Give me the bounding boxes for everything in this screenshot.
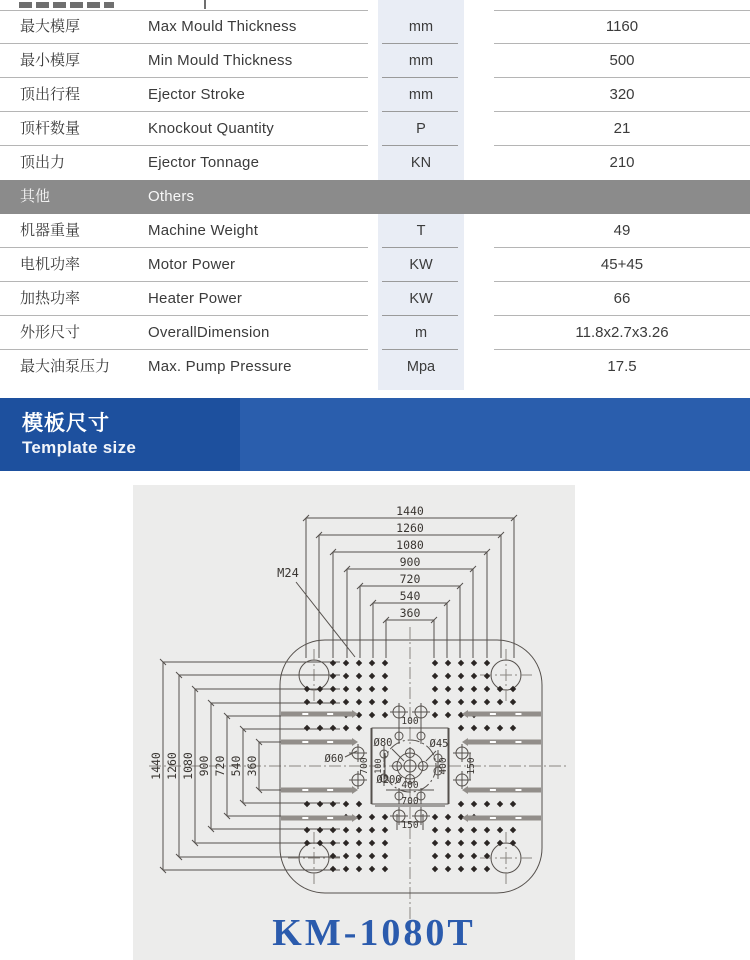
table-row xyxy=(0,282,750,316)
label-chinese: 顶出力 xyxy=(20,154,66,171)
label-english: Max. Pump Pressure xyxy=(148,358,292,375)
value-cell: 45+45 xyxy=(600,256,644,273)
svg-text:400: 400 xyxy=(438,757,449,775)
label-chinese: 最小模厚 xyxy=(20,52,81,69)
value-cell: 1160 xyxy=(605,18,639,35)
svg-text:100: 100 xyxy=(401,716,419,727)
value-cell: 17.5 xyxy=(607,358,637,375)
label-english: Min Mould Thickness xyxy=(148,52,293,69)
label-english: Others xyxy=(148,188,195,205)
value-cell: 66 xyxy=(613,290,631,307)
svg-text:1080: 1080 xyxy=(396,538,424,552)
table-row xyxy=(0,350,750,384)
section-banner xyxy=(0,398,750,471)
value-cell: 210 xyxy=(609,154,635,171)
unit-cell: mm xyxy=(408,87,434,103)
unit-cell: mm xyxy=(408,53,434,69)
svg-text:Ø200: Ø200 xyxy=(376,774,402,786)
label-english: Ejector Stroke xyxy=(148,86,246,103)
unit-cell: T xyxy=(416,223,426,239)
unit-cell: KW xyxy=(409,291,433,307)
unit-cell: KN xyxy=(410,155,432,171)
label-chinese: 顶出行程 xyxy=(20,86,81,103)
svg-text:150: 150 xyxy=(466,757,477,775)
svg-text:1080: 1080 xyxy=(181,752,195,780)
svg-text:900: 900 xyxy=(399,555,421,569)
value-cell: 11.8x2.7x3.26 xyxy=(575,324,669,341)
label-chinese: 顶杆数量 xyxy=(20,120,81,137)
unit-cell: KW xyxy=(409,257,433,273)
table-row xyxy=(0,248,750,282)
svg-text:100: 100 xyxy=(374,758,384,774)
label-chinese: 最大油泵压力 xyxy=(20,358,111,375)
table-row xyxy=(0,316,750,350)
section-title-chinese: 模板尺寸 xyxy=(22,412,110,435)
table-row xyxy=(0,78,750,112)
unit-cell: P xyxy=(416,121,426,137)
table-row xyxy=(0,214,750,248)
value-cell: 320 xyxy=(609,86,635,103)
label-english: Motor Power xyxy=(148,256,236,273)
label-english: Max Mould Thickness xyxy=(148,18,297,35)
unit-cell: m xyxy=(414,325,428,341)
value-cell: 49 xyxy=(613,222,631,239)
label-chinese: 加热功率 xyxy=(20,290,81,307)
table-row xyxy=(0,146,750,180)
svg-text:700: 700 xyxy=(359,757,370,775)
unit-cell: Mpa xyxy=(406,359,436,375)
template-drawing-panel xyxy=(133,485,575,960)
table-row xyxy=(0,10,750,44)
svg-text:Ø80: Ø80 xyxy=(373,737,393,749)
svg-text:Ø60: Ø60 xyxy=(324,753,344,765)
label-chinese: 机器重量 xyxy=(20,222,81,239)
table-section-row xyxy=(0,180,750,214)
label-chinese: 外形尺寸 xyxy=(20,324,81,341)
svg-text:720: 720 xyxy=(213,755,227,777)
svg-text:720: 720 xyxy=(399,572,421,586)
label-english: Machine Weight xyxy=(148,222,259,239)
label-chinese: 其他 xyxy=(20,188,51,205)
platen-technical-drawing xyxy=(133,485,575,960)
label-chinese: 最大模厚 xyxy=(20,18,81,35)
label-english: OverallDimension xyxy=(148,324,270,341)
label-english: Heater Power xyxy=(148,290,243,307)
value-cell: 21 xyxy=(613,120,631,137)
label-english: Knockout Quantity xyxy=(148,120,274,137)
svg-text:1260: 1260 xyxy=(396,521,424,535)
svg-text:1440: 1440 xyxy=(396,504,424,518)
label-chinese: 电机功率 xyxy=(20,256,81,273)
table-row xyxy=(0,112,750,146)
svg-text:360: 360 xyxy=(245,755,259,777)
value-cell: 500 xyxy=(609,52,635,69)
section-title-english: Template size xyxy=(22,438,137,457)
svg-text:400: 400 xyxy=(401,780,419,791)
svg-text:Ø45: Ø45 xyxy=(429,738,449,750)
svg-text:540: 540 xyxy=(229,755,243,777)
svg-text:900: 900 xyxy=(197,755,211,777)
spec-table xyxy=(0,0,750,398)
svg-text:700: 700 xyxy=(401,796,419,807)
svg-text:360: 360 xyxy=(399,606,421,620)
unit-cell: mm xyxy=(408,19,434,35)
svg-text:150: 150 xyxy=(401,820,419,831)
svg-text:540: 540 xyxy=(399,589,421,603)
table-row xyxy=(0,44,750,78)
svg-text:1440: 1440 xyxy=(149,752,163,780)
svg-text:1260: 1260 xyxy=(165,752,179,780)
svg-text:M24: M24 xyxy=(277,566,299,580)
model-number: KM-1080T xyxy=(272,912,476,954)
label-english: Ejector Tonnage xyxy=(148,154,260,171)
